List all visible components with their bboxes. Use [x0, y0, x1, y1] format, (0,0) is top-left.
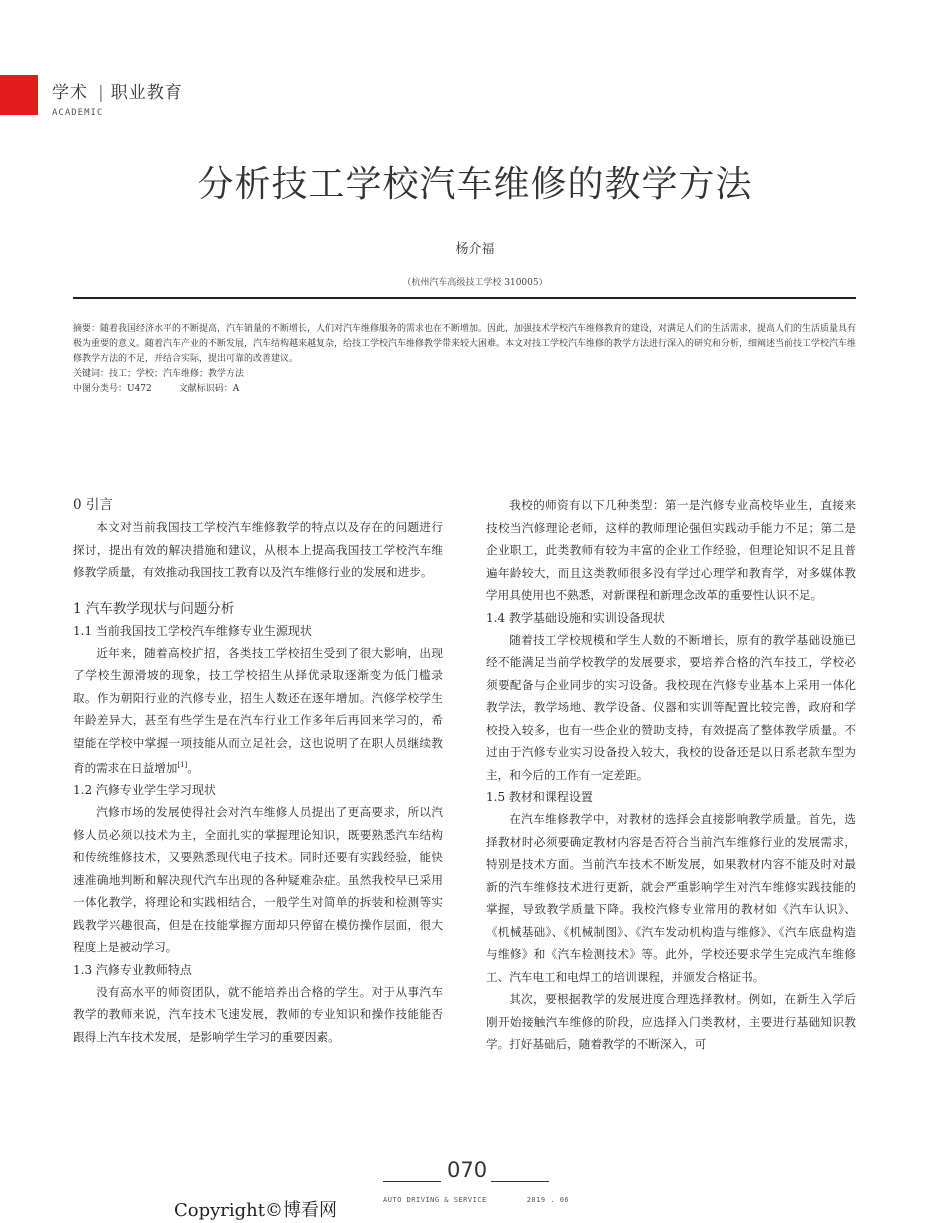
paragraph-end: 。	[187, 760, 199, 775]
paragraph: 汽修市场的发展使得社会对汽车维修人员提出了更高要求，所以汽修人员必须以技术为主，全面扎实的掌握理论知识，既要熟悉汽车结构和传统维修技术，又要熟悉现代电子技术。同时还要有实践经验，能快速准确地判断和解决现代汽车出现的各种疑难杂症。虽然我校早已采用一体化教学，将理论和实践相结合，一般学生对简单的拆装和检测等实践教学兴趣很高，但是在技能掌握方面却只停留在模仿操作层面，很大程度上是被动学习。	[73, 805, 443, 955]
abstract-block	[73, 322, 856, 397]
heading-section-1-1: 1.1 当前我国技工学校汽车维修专业生源现状	[73, 623, 312, 638]
spacer	[73, 584, 443, 598]
heading-section-1-3: 1.3 汽修专业教师特点	[73, 962, 192, 977]
copyright-notice: Copyright©博看网	[174, 1200, 338, 1221]
paragraph	[73, 642, 443, 780]
section-sublabel: 职业教育	[110, 83, 183, 103]
heading-section-1-5: 1.5 教材和课程设置	[486, 790, 593, 804]
abstract-text: 摘要：随着我国经济水平的不断提高，汽车销量的不断增长，人们对汽车维修服务的需求也在不断增加。因此，加强技术学校汽车维修教育的建设，对满足人们的生活需求，提高人们的生活质量具有极为重要的意义。随着汽车产业的不断发展，汽车结构越来越复杂，给技工学校汽车维修教学带来较大困难。本文对技工学校汽车维修的教学方法进行深入的研究和分析，细阐述当前技工学校汽车维修教学方法的不足，并结合实际，提出可靠的改善建议。	[73, 324, 857, 364]
paragraph: 在汽车维修教学中，对教材的选择会直接影响教学质量。首先，选择教材时必须要确定教材内容是否符合当前汽车维修行业的发展需求，特别是技术方面。当前汽车技术不断发展，如果教材内容不能及时对最新的汽车维修技术进行更新，就会严重影响学生对汽车维修实践技能的掌握，导致教学质量下降。我校汽修专业常用的教材如《汽车认识》、《机械基础》、《机械制图》、《汽车发动机构造与维修》、《汽车底盘构造与维修》和《汽车检测技术》等。此外，学校还要求学生完成汽车维修工、汽车电工和电焊工的培训课程，并颁发合格证书。	[486, 812, 856, 984]
page-number-rule-right	[491, 1157, 549, 1182]
section-color-bar	[0, 75, 38, 115]
section-separator: |	[98, 83, 105, 103]
page-number-rule-left	[383, 1157, 441, 1182]
page-number	[383, 1157, 549, 1182]
heading-section-1-4: 1.4 教学基础设施和实训设备现状	[486, 610, 665, 625]
section-label: 学术	[52, 83, 88, 103]
page-number-text: 070	[447, 1158, 488, 1182]
journal-footer	[383, 1196, 569, 1204]
section-tag	[52, 78, 183, 103]
paragraph: 我校的师资有以下几种类型：第一是汽修专业高校毕业生，直接来技校当汽修理论老师，这样的教师理论强但实践动手能力不足；第二是企业职工，此类教师有较为丰富的企业工作经验，但理论知识不足且普遍年龄较大，而且这类教师很多没有学过心理学和教育学，对多媒体教学用具使用也不熟悉，对新课程和新理念改革的重要性认识不足。	[486, 498, 856, 602]
section-label-en: ACADEMIC	[52, 108, 104, 118]
article-author: 杨介福	[455, 242, 495, 257]
header-rule	[73, 297, 856, 299]
heading-section-1: 1 汽车教学现状与问题分析	[73, 600, 235, 617]
paragraph: 本文对当前我国技工学校汽车维修教学的特点以及存在的问题进行探讨，提出有效的解决措施和建议，从根本上提高我国技工学校汽车维修教学质量，有效推动我国技工教育以及汽车维修行业的发展和进步。	[73, 520, 443, 579]
journal-name: AUTO DRIVING & SERVICE	[383, 1196, 487, 1204]
paragraph: 没有高水平的师资团队，就不能培养出合格的学生。对于从事汽车教学的教师来说，汽车技术飞速发展，教师的专业知识和操作技能能否跟得上汽车技术发展，是影响学生学习的重要因素。	[73, 984, 443, 1044]
left-column	[73, 494, 443, 1048]
heading-section-1-2: 1.2 汽修专业学生学习现状	[73, 783, 216, 798]
paragraph-text: 近年来，随着高校扩招，各类技工学校招生受到了很大影响，出现了学校生源滑坡的现象，技工学校招生从择优录取逐渐变为低门槛录取。作为朝阳行业的汽修专业，招生人数还在逐年增加。汽修学校学生年龄差异大，甚至有些学生是在汽车行业工作多年后再回来学习的，希望能在学校中掌握一项技能从而立足社会，这也说明了在职人员继续教育的需求在日益增加	[73, 645, 443, 775]
classification-code: 中图分类号：U472 文献标识码：A	[73, 384, 240, 394]
paragraph: 随着技工学校规模和学生人数的不断增长，原有的教学基础设施已经不能满足当前学校教学的发展要求，要培养合格的汽车技工，学校必须要配备与企业同步的实习设备。我校现在汽修专业基本上采用一体化教学法，教学场地、教学设备、仪器和实训等配置比较完善，政府和学校投入较多，也有一些企业的赞助支持，有效提高了整体教学质量。不过由于汽修专业实习设备投入较大，我校的设备还是以日系老款车型为主，和今后的工作有一定差距。	[486, 632, 856, 782]
article-title: 分析技工学校汽车维修的教学方法	[197, 164, 753, 205]
issue-date: 2019 . 06	[526, 1196, 570, 1204]
right-column	[486, 494, 856, 1056]
heading-introduction: 0 引言	[73, 497, 113, 513]
citation-ref: [1]	[177, 761, 188, 769]
paragraph: 其次，要根据教学的发展进度合理选择教材。例如，在新生入学后刚开始接触汽车维修的阶段，应选择入门类教材，主要进行基础知识教学。打好基础后，随着教学的不断深入，可	[486, 992, 856, 1051]
keywords: 关键词：技工；学校；汽车维修；教学方法	[73, 369, 245, 379]
author-affiliation: （杭州汽车高级技工学校 310005）	[402, 278, 548, 288]
